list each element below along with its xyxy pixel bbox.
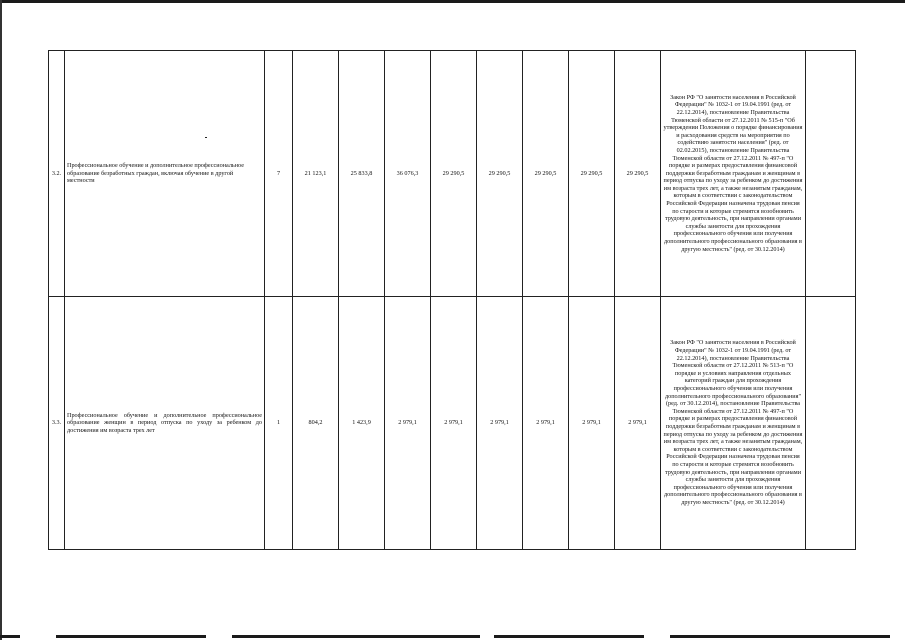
table-row <box>49 51 856 297</box>
value-cell: 29 290,5 <box>523 51 569 297</box>
value-cell: 2 979,1 <box>569 297 615 550</box>
value-cell: 2 979,1 <box>431 297 477 550</box>
scan-bottom-edge <box>670 635 890 638</box>
count-cell: 7 <box>265 51 293 297</box>
scan-bottom-edge <box>232 635 480 638</box>
value-cell: 2 979,1 <box>385 297 431 550</box>
activity-name: Профессиональное обучение и дополнительное профессиональное образование безработных граждан, включая обучение в другой местности <box>65 51 265 297</box>
value-cell: 1 423,9 <box>339 297 385 550</box>
table-row <box>49 297 856 550</box>
legal-basis-cell: Закон РФ "О занятости населения в Российской Федерации" № 1032-1 от 19.04.1991 (ред. от 22.12.2014), постановление Правительства Тюменской области от 27.12.2011 № 515-п "Об утверждении Положения о порядке финансирования и расходования средств на мероприятия по содействию занятости населения" (ред. от 02.02.2015), постановление Правительства Тюменской области от 27.12.2011 № 497-п "О порядке и размерах предоставления финансовой поддержки безработным гражданам и женщинам в период отпуска по уходу за ребенком до достижения им возраста трех лет, а также незанятым гражданам, которым в соответствии с законодательством Российской Федерации назначена трудовая пенсия по старости и которые стремятся возобновить трудовую деятельность, при направлении органами службы занятости для прохождения профессионального обучения или получения дополнительного профессионального образования в другую местность" (ред. от 30.12.2014) <box>661 51 806 297</box>
value-cell: 29 290,5 <box>477 51 523 297</box>
value-cell: 804,2 <box>293 297 339 550</box>
scan-bottom-edge <box>56 635 206 638</box>
legal-basis-cell: Закон РФ "О занятости населения в Российской Федерации" № 1032-1 от 19.04.1991 (ред. от 22.12.2014), постановление Правительства Тюменской области от 27.12.2011 № 513-п "О порядке и условиях направления отдельных категорий граждан для прохождения профессионального обучения или получения дополнительного профессионального образования" (ред. от 30.12.2014), постановление Правительства Тюменской области от 27.12.2011 № 497-п "О порядке и размерах предоставления финансовой поддержки безработным гражданам и женщинам в период отпуска по уходу за ребенком до достижения им возраста трех лет, а также незанятым гражданам, которым в соответствии с законодательством Российской Федерации назначена трудовая пенсия по старости и которые стремятся возобновить трудовую деятельность, при направлении органами службы занятости для прохождения профессионального обучения или получения дополнительного профессионального образования в другую местность" (ред. от 30.12.2014) <box>661 297 806 550</box>
value-cell: 2 979,1 <box>523 297 569 550</box>
value-cell: 21 123,1 <box>293 51 339 297</box>
budget-table <box>48 50 856 550</box>
count-cell: 1 <box>265 297 293 550</box>
value-cell: 29 290,5 <box>569 51 615 297</box>
value-cell: 36 076,3 <box>385 51 431 297</box>
value-cell: 2 979,1 <box>615 297 661 550</box>
activity-name: Профессиональное обучение и дополнительное профессиональное образование женщин в период отпуска по уходу за ребенком до достижения им возраста трех лет <box>65 297 265 550</box>
value-cell: 25 833,8 <box>339 51 385 297</box>
row-index: 3.2. <box>49 51 65 297</box>
scan-top-edge <box>0 0 905 3</box>
row-index: 3.3. <box>49 297 65 550</box>
empty-cell <box>806 297 856 550</box>
value-cell: 29 290,5 <box>615 51 661 297</box>
value-cell: 2 979,1 <box>477 297 523 550</box>
value-cell: 29 290,5 <box>431 51 477 297</box>
scan-bottom-edge <box>0 635 20 638</box>
empty-cell <box>806 51 856 297</box>
scan-bottom-edge <box>494 635 644 638</box>
scan-left-edge <box>0 0 2 640</box>
